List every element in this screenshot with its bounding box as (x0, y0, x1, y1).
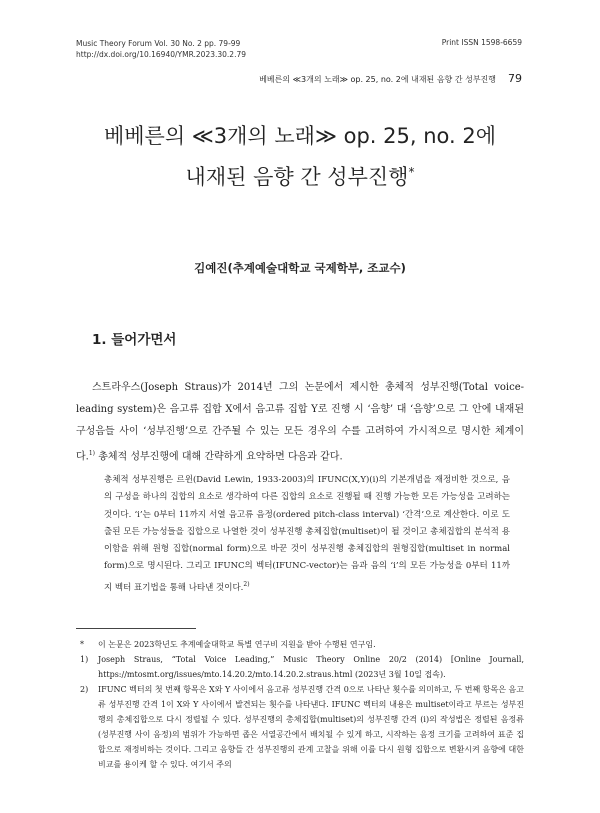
footnote-text: IFUNC 벡터의 첫 번째 항목은 X와 Y 사이에서 음고류 성부진행 간격 0으로 나타난 횟수를 의미하고, 두 번째 항목은 음고류 성부진행 간격 1이 X와 Y 사이에서 발견되는 횟수를 나타낸다. IFUNC 벡터의 내용은 multiset이라고 부르는 성부진행의 총체집합으로 다시 정렬될 수 있다. 성부진행의 총체집합(multiset)의 성부진행 간격 (i)의 작성법은 정렬된 음정류(성부진행 사이 음정)의 범위가 가능하면 좁은 서열공간에서 배치될 수 있게 하고, 시작하는 음정 크기를 고려하여 표준 집합으로 재정비하는 것이다. 그리고 음향들 간 성부진행의 관계 고찰을 위해 이를 다시 원형 집합으로 변환시켜 음향에 대한 비교를 용이케 할 수 있다. 여기서 주의 (98, 685, 524, 769)
running-header (259, 72, 522, 85)
footnote-text: 이 논문은 2023학년도 추계예술대학교 특별 연구비 지원을 받아 수행된 연구임. (98, 640, 376, 649)
block-quote (104, 472, 510, 597)
article-title (60, 118, 540, 195)
section-title: 들어가면서 (111, 332, 177, 348)
journal-citation: Music Theory Forum Vol. 30 No. 2 pp. 79-99 (76, 39, 241, 48)
footnote-mark: 1) (80, 655, 89, 664)
title-line-2: 내재된 음향 간 성부진행 (185, 165, 409, 189)
footnote-ref-2[interactable]: 2) (243, 580, 250, 588)
intro-paragraph (76, 377, 524, 468)
footnote (76, 682, 524, 772)
section-heading (92, 328, 176, 348)
running-title: 베베른의 ≪3개의 노래≫ op. 25, no. 2에 내재된 음향 간 성부진행 (259, 75, 496, 84)
quote-text: 총체적 성부진행은 르윈(David Lewin, 1933-2003)의 IFUNC(X,Y)(i)의 기본개념을 재정비한 것으로, 음의 구성을 하나의 집합의 요소로 생각하여 다른 집합의 요소로 진행될 때 진행 가능한 모든 가능성을 고려하는 것이다. ‘i’는 0부터 11까지 서열 음고류 음정(ordered pitch-class interval) ‘간격’으로 계산한다. 이로 도출된 모든 가능성들을 집합으로 나열한 것이 성부진행 총체집합(multiset)이 될 것이고 총체집합의 분석적 용이함을 위해 원형 집합(normal form)으로 바꾼 것이 성부진행 총체집합의 원형집합(multiset in normal form)으로 명시된다. 그리고 IFUNC의 벡터(IFUNC-vector)는 음과 음의 ‘i’의 모든 가능성을 0부터 11까지 벡터 표기법을 통해 나타낸 것이다. (104, 475, 510, 593)
footnote (76, 652, 524, 682)
intro-text: 스트라우스(Joseph Straus)가 2014년 그의 논문에서 제시한 총체적 성부진행(Total voice-leading system)은 음고류 집합 X에서 음고류 집합 Y로 진행 시 ‘음향’ 대 ‘음향’으로 그 안에 내재된 구성음들 사이 ‘성부진행’으로 간주될 수 있는 모든 경우의 수를 고려하여 가시적으로 명시한 체계이다. (76, 382, 524, 463)
footnote-mark: 2) (80, 685, 89, 694)
title-line-1: 베베른의 ≪3개의 노래≫ op. 25, no. 2에 (103, 124, 497, 148)
footnote (76, 637, 524, 652)
footnotes (76, 637, 524, 772)
footnote-text: Joseph Straus, “Total Voice Leading,” Music Theory Online 20/2 (2014) [Online Journall, https://mtosmt.org/issues/mto.14.20.2/mto.14.20.2.straus.html (2023년 3월 10일 접속). (98, 655, 524, 679)
title-footnote-mark: * (408, 165, 415, 179)
author-affiliation: 김예진(추계예술대학교 국제학부, 조교수) (194, 261, 406, 275)
intro-text-cont: 총체적 성부진행에 대해 간략하게 요약하면 다음과 같다. (95, 451, 343, 463)
footnote-divider (76, 628, 196, 629)
issn: Print ISSN 1598-6659 (441, 38, 522, 47)
footnote-ref-1[interactable]: 1) (88, 450, 96, 457)
footnote-mark: * (80, 640, 84, 649)
doi-link[interactable]: http://dx.doi.org/10.16940/YMR.2023.30.2.79 (76, 50, 246, 59)
section-number: 1. (92, 332, 107, 348)
page-number: 79 (508, 72, 522, 85)
journal-info (76, 38, 246, 60)
